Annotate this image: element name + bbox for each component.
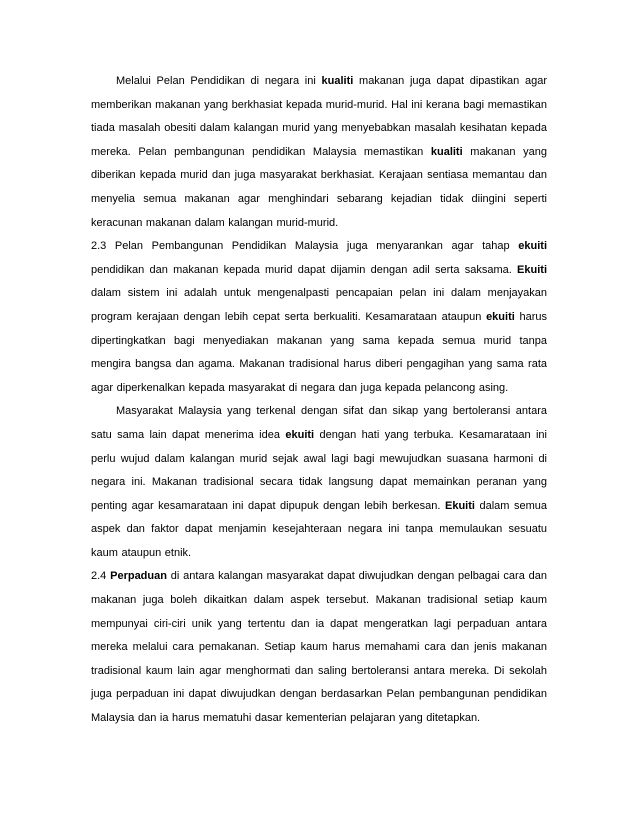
text-segment: harus dipertingkatkan bagi menyediakan makanan yang sama kepada semua murid tanpa mengira bangsa dan agama. Makanan tradisional harus diberi pengagihan yang sama rata agar diperkenalkan kepada masyarakat di negara dan juga kepada pelancong asing. [91,310,548,394]
text-segment: pendidikan dan makanan kepada murid dapat dijamin dengan adil serta saksama. [91,263,518,276]
text-segment: di antara kalangan masyarakat dapat diwujudkan dengan pelbagai cara dan makanan juga boleh dikaitkan dalam aspek tersebut. Makanan tradisional setiap kaum mempunyai ciri-ciri unik yang tertentu dan ia dapat mengeratkan lagi perpaduan antara mereka melalui cara pemakanan. Setiap kaum harus memahami cara dan jenis makanan tradisional kaum lain agar menghormati dan saling bertoleransi antara mereka. Di sekolah juga perpaduan ini dapat diwujudkan dengan berdasarkan Pelan pembangunan pendidikan Malaysia dan ia harus mematuhi dasar kementerian pelajaran yang ditetapkan. [91,570,547,725]
bold-term-perpaduan: Perpaduan [110,570,167,583]
bold-term-ekuiti: ekuiti [518,240,547,253]
document-page [91,70,547,731]
bold-term-kualiti: kualiti [430,145,463,158]
text-segment: dengan hati yang terbuka. Kesamarataan ini perlu wujud dalam kalangan murid sejak awal lagi bagi mewujudkan suasana harmoni di negara ini. Makanan tradisional secara tidak langsung dapat memainkan peranan yang penting agar kesamarataan ini dapat dipupuk dengan lebih berkesan. [91,428,547,512]
text-segment: dalam semua aspek dan faktor dapat menjamin kesejahteraan negara ini tanpa memulaukan sesuatu kaum ataupun etnik. [91,499,547,559]
paragraph-section-2-3 [91,235,547,400]
bold-term-kualiti: kualiti [321,75,354,87]
text-segment: dalam sistem ini adalah untuk mengenalpasti pencapaian pelan ini dalam menjayakan program kerajaan dengan lebih cepat serta berkualiti. Kesamarataan ataupun [91,287,547,323]
bold-term-ekuiti: Ekuiti [444,499,475,512]
paragraph-kualiti [91,70,547,235]
text-segment: makanan yang diberikan kepada murid dan juga masyarakat berkhasiat. Kerajaan sentiasa memantau dan menyelia semua makanan agar menghindari sebarang kejadian tidak diingini seperti keracunan makanan dalam kalangan murid-murid. [91,145,548,229]
text-segment: Masyarakat Malaysia yang terkenal dengan sifat dan sikap yang bertoleransi antara satu sama lain dapat menerima idea [91,405,547,441]
bold-term-ekuiti: Ekuiti [517,263,547,276]
paragraph-section-2-4 [91,565,547,730]
bold-term-ekuiti: ekuiti [486,310,515,323]
bold-term-ekuiti: ekuiti [285,428,315,441]
text-segment: makanan juga dapat dipastikan agar memberikan makanan yang berkhasiat kepada murid-murid. Hal ini kerana bagi memastikan tiada masalah obesiti dalam kalangan murid yang menyebabkan masalah kesihatan kepada mereka. Pelan pembangunan pendidikan Malaysia memastikan [91,75,547,158]
text-segment: Melalui Pelan Pendidikan di negara ini [116,75,322,87]
paragraph-masyarakat [91,400,547,565]
text-segment: 2.4 [91,570,111,583]
text-segment: 2.3 Pelan Pembangunan Pendidikan Malaysia juga menyarankan agar tahap [91,240,519,253]
